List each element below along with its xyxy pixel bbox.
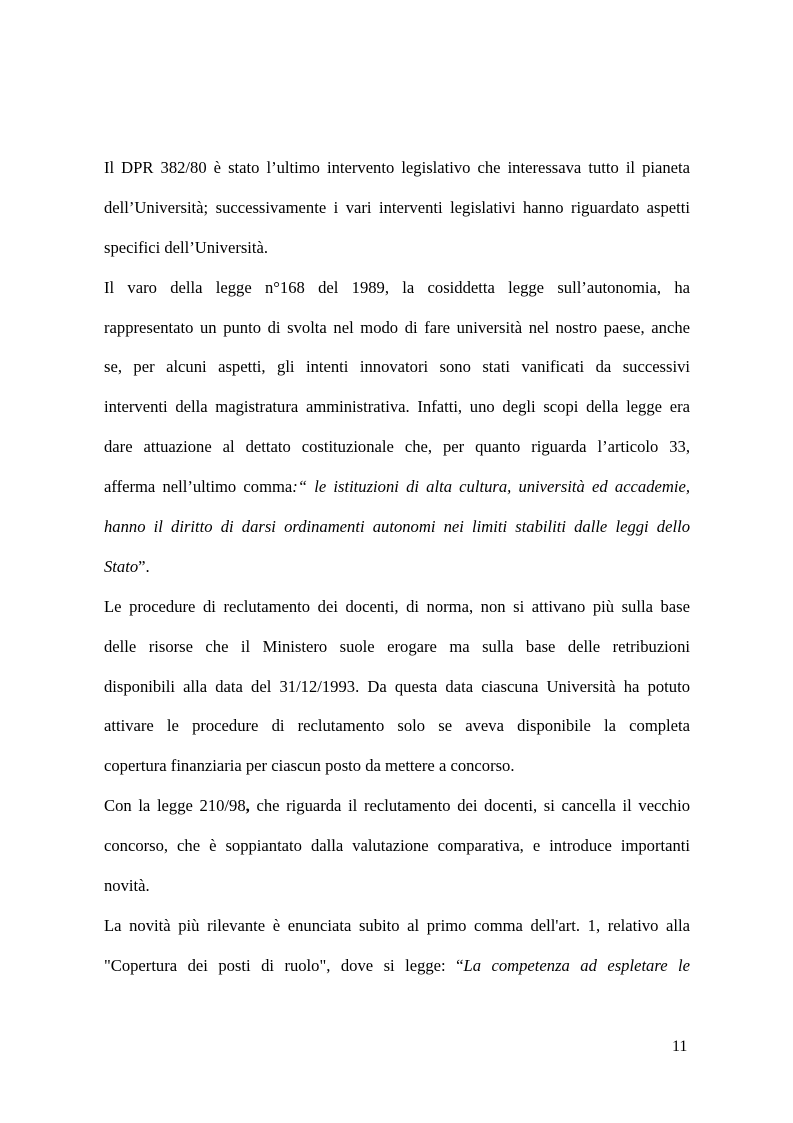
text-plain: afferma nell’ultimo comma <box>104 477 293 497</box>
text-line: disponibili alla data del 31/12/1993. Da questa data ciascuna Università ha potuto <box>104 676 690 696</box>
text-line: rappresentato un punto di svolta nel modo di fare università nel nostro paese, anche <box>104 317 690 337</box>
text-bold: , <box>245 796 250 816</box>
text-plain: che riguarda il reclutamento dei docenti, si cancella il vecchio <box>249 796 690 816</box>
body-text <box>104 148 690 986</box>
text-line: interventi della magistratura amministrativa. Infatti, uno degli scopi della legge era <box>104 397 690 417</box>
text-line: attivare le procedure di reclutamento solo se aveva disponibile la completa <box>104 716 690 736</box>
text-line: Il DPR 382/80 è stato l’ultimo intervento legislativo che interessava tutto il pianeta <box>104 158 690 177</box>
quote-italic: :“ le istituzioni di alta cultura, università ed accademie, <box>292 477 690 497</box>
text-line: dell’Università; successivamente i vari interventi legislativi hanno riguardato aspetti <box>104 197 690 217</box>
paragraph-3 <box>104 587 690 786</box>
paragraph-4 <box>104 786 690 906</box>
paragraph-2 <box>104 268 690 587</box>
quote-italic: Stato <box>104 556 139 576</box>
page-number: 11 <box>672 1038 688 1055</box>
text-line: novità. <box>104 876 150 896</box>
text-plain: ”. <box>138 556 150 576</box>
text-line: delle risorse che il Ministero suole erogare ma sulla base delle retribuzioni <box>104 636 690 656</box>
text-line: La novità più rilevante è enunciata subito al primo comma dell'art. 1, relativo alla <box>104 915 690 935</box>
text-line: concorso, che è soppiantato dalla valutazione comparativa, e introduce importanti <box>104 836 690 856</box>
text-line <box>104 786 690 826</box>
quote-italic: hanno il diritto di darsi ordinamenti autonomi nei limiti stabiliti dalle leggi dello <box>104 517 690 537</box>
quote-italic: La competenza ad espletare le <box>463 955 691 975</box>
text-line: Il varo della legge n°168 del 1989, la cosiddetta legge sull’autonomia, ha <box>104 277 690 297</box>
text-line <box>104 507 690 547</box>
text-plain: Con la legge 210/98 <box>104 796 246 816</box>
text-line: dare attuazione al dettato costituzionale che, per quanto riguarda l’articolo 33, <box>104 437 690 457</box>
text-line <box>104 946 690 986</box>
paragraph-1 <box>104 148 690 268</box>
text-line <box>104 467 690 507</box>
text-line: copertura finanziaria per ciascun posto da mettere a concorso. <box>104 756 515 776</box>
text-line: specifici dell’Università. <box>104 237 269 257</box>
text-plain: "Copertura dei posti di ruolo", dove si legge: “ <box>104 955 464 975</box>
text-line: se, per alcuni aspetti, gli intenti innovatori sono stati vanificati da successivi <box>104 357 690 377</box>
text-line <box>104 547 690 587</box>
text-line: Le procedure di reclutamento dei docenti, di norma, non si attivano più sulla base <box>104 596 690 616</box>
paragraph-5 <box>104 906 690 986</box>
